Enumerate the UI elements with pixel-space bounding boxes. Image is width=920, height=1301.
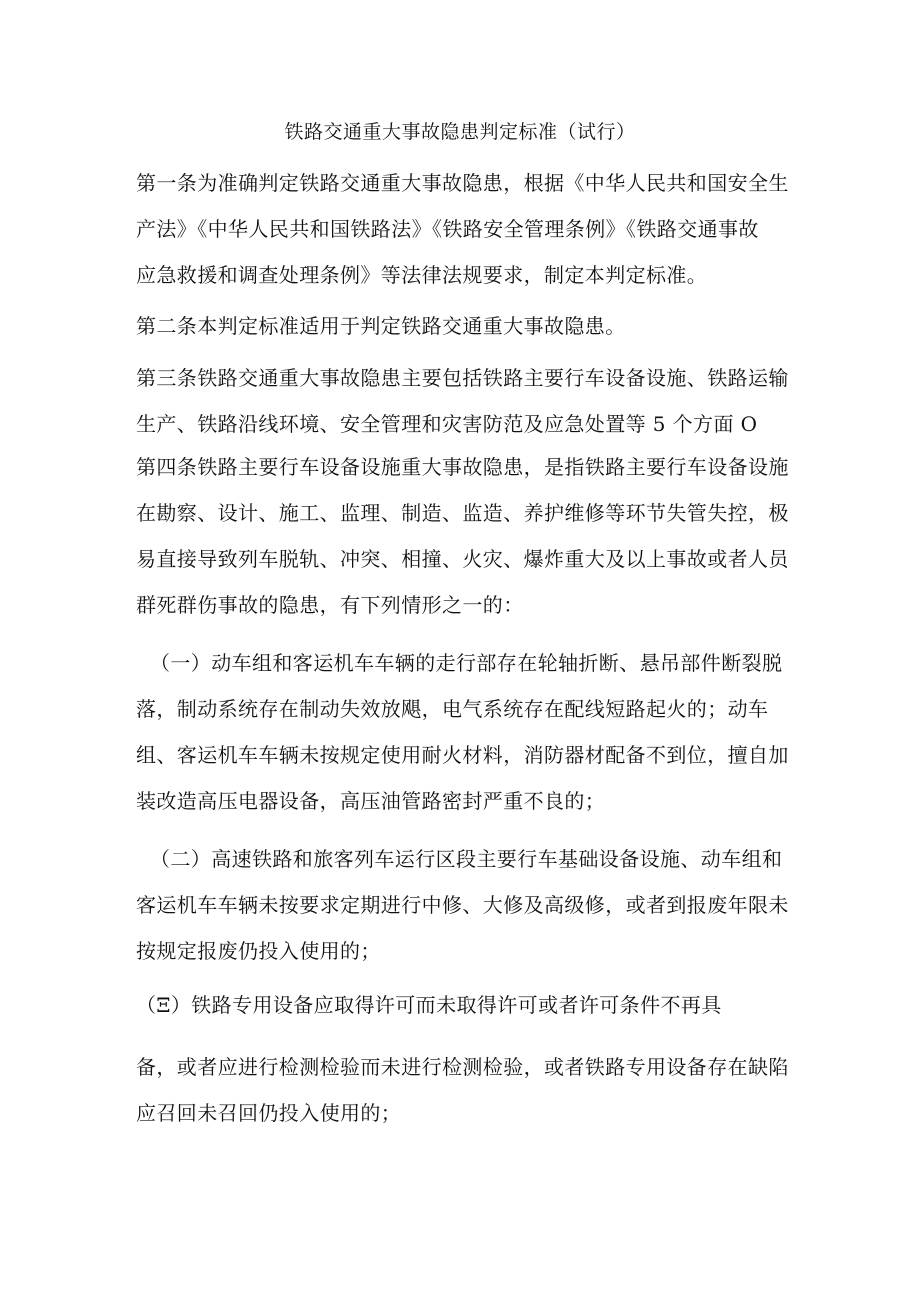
text-line: 在勘察、设计、施工、监理、制造、监造、养护维修等环节失管失控，极 [136, 501, 789, 525]
text-line: （Ξ）铁路专用设备应取得许可而未取得许可或者许可条件不再具 [136, 993, 722, 1017]
paragraph-article-4 [136, 444, 796, 628]
list-item-2 [136, 836, 796, 974]
text-line: 第二条本判定标准适用于判定铁路交通重大事故隐患。 [136, 314, 626, 338]
text-line: 应急救援和调查处理条例》等法律法规要求，制定本判定标准。 [136, 263, 708, 287]
text-line: （一）动车组和客运机车车辆的走行部存在轮轴折断、悬吊部件断裂脱 [150, 651, 783, 675]
text-line: （二）高速铁路和旅客列车运行区段主要行车基础设备设施、动车组和 [150, 847, 783, 871]
document-title: 铁路交通重大事故隐患判定标准（试行） [284, 121, 636, 143]
text-line: 群死群伤事故的隐患，有下列情形之一的： [136, 593, 524, 617]
text-line: 装改造高压电器设备，高压油管路密封严重不良的； [136, 789, 606, 813]
text-line: 组、客运机车车辆未按规定使用耐火材料，消防器材配备不到位，擅自加 [136, 743, 789, 767]
text-line: 生产、铁路沿线环境、安全管理和灾害防范及应急处置等 5 个方面 O [136, 412, 758, 436]
text-line: 第四条铁路主要行车设备设施重大事故隐患，是指铁路主要行车设备设施 [136, 455, 789, 479]
text-line: 第一条为准确判定铁路交通重大事故隐患，根据《中华人民共和国安全生 [136, 171, 789, 195]
text-line: 易直接导致列车脱轨、冲突、相撞、火灾、爆炸重大及以上事故或者人员 [136, 547, 789, 571]
text-line: 第三条铁路交通重大事故隐患主要包括铁路主要行车设备设施、铁路运输 [136, 366, 789, 390]
paragraph-article-3 [136, 355, 796, 447]
paragraph-article-2 [136, 303, 796, 349]
text-line: 产法》《中华人民共和国铁路法》《铁路安全管理条例》《铁路交通事故 [136, 217, 759, 241]
list-item-1 [136, 640, 796, 824]
text-line: 备，或者应进行检测检验而未进行检测检验，或者铁路专用设备存在缺陷 [136, 1055, 789, 1079]
text-line: 应召回未召回仍投入使用的； [136, 1101, 402, 1125]
text-line: 按规定报废仍投入使用的； [136, 939, 381, 963]
text-line: 客运机车车辆未按要求定期进行中修、大修及高级修，或者到报废年限未 [136, 893, 789, 917]
list-item-3 [136, 982, 796, 1136]
text-line: 落，制动系统存在制动失效放飓，电气系统存在配线短路起火的；动车 [136, 697, 769, 721]
paragraph-article-1 [136, 160, 796, 298]
